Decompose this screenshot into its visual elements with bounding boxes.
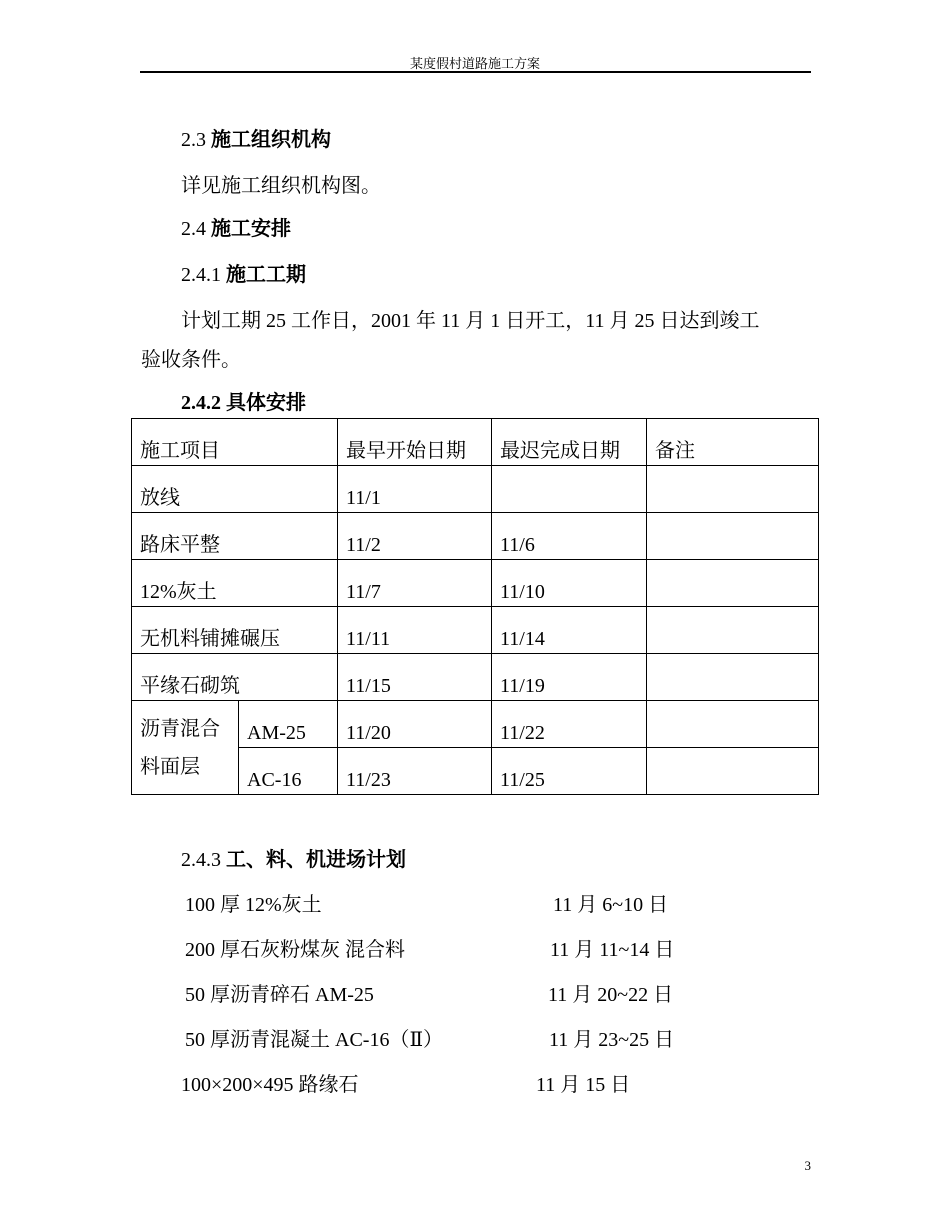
entry-plan-date: 11 月 15 日 bbox=[536, 1074, 631, 1096]
start-cell: 11/1 bbox=[338, 466, 492, 513]
type-cell: AC-16 bbox=[239, 748, 338, 795]
header-cell: 最早开始日期 bbox=[338, 419, 492, 466]
entry-plan-material: 50 厚沥青混凝土 AC-16（Ⅱ） bbox=[185, 1029, 444, 1051]
section-2-4-2-heading: 2.4.2 具体安排 bbox=[181, 392, 306, 414]
group-cell bbox=[132, 701, 239, 795]
header-rule bbox=[140, 71, 811, 73]
item-cell: 路床平整 bbox=[132, 513, 338, 560]
section-title: 施工工期 bbox=[226, 264, 306, 286]
header-cell: 施工项目 bbox=[132, 419, 338, 466]
section-number: 2.3 bbox=[181, 129, 206, 151]
entry-plan-date: 11 月 23~25 日 bbox=[549, 1029, 675, 1051]
start-cell: 11/2 bbox=[338, 513, 492, 560]
start-cell: 11/11 bbox=[338, 607, 492, 654]
entry-plan-material: 100×200×495 路缘石 bbox=[181, 1074, 359, 1096]
end-cell: 11/19 bbox=[492, 654, 647, 701]
note-cell bbox=[647, 607, 819, 654]
item-cell: 平缘石砌筑 bbox=[132, 654, 338, 701]
table-row bbox=[132, 560, 819, 607]
table-row bbox=[132, 466, 819, 513]
section-2-4-heading bbox=[181, 216, 291, 242]
section-title: 工、料、机进场计划 bbox=[226, 849, 406, 871]
table-row bbox=[132, 513, 819, 560]
schedule-table bbox=[131, 418, 819, 795]
section-number: 2.4.3 bbox=[181, 849, 221, 871]
entry-plan-material: 100 厚 12%灰土 bbox=[185, 894, 322, 916]
section-number: 2.4.1 bbox=[181, 264, 221, 286]
end-cell: 11/25 bbox=[492, 748, 647, 795]
start-cell: 11/20 bbox=[338, 701, 492, 748]
section-title: 施工组织机构 bbox=[211, 129, 331, 151]
note-cell bbox=[647, 560, 819, 607]
item-cell: 12%灰土 bbox=[132, 560, 338, 607]
header-cell: 最迟完成日期 bbox=[492, 419, 647, 466]
section-2-3-text: 详见施工组织机构图。 bbox=[181, 175, 381, 197]
entry-plan-date: 11 月 6~10 日 bbox=[553, 894, 669, 916]
note-cell bbox=[647, 654, 819, 701]
note-cell bbox=[647, 513, 819, 560]
header-cell: 备注 bbox=[647, 419, 819, 466]
note-cell bbox=[647, 701, 819, 748]
start-cell: 11/7 bbox=[338, 560, 492, 607]
start-cell: 11/15 bbox=[338, 654, 492, 701]
note-cell bbox=[647, 466, 819, 513]
entry-plan-date: 11 月 20~22 日 bbox=[548, 984, 674, 1006]
start-cell: 11/23 bbox=[338, 748, 492, 795]
table-header-row bbox=[132, 419, 819, 466]
type-cell: AM-25 bbox=[239, 701, 338, 748]
note-cell bbox=[647, 748, 819, 795]
item-cell: 无机料铺摊碾压 bbox=[132, 607, 338, 654]
section-2-4-1-text-line1: 计划工期 25 工作日，2001 年 11 月 1 日开工，11 月 25 日达到竣工 bbox=[181, 310, 760, 332]
entry-plan-date: 11 月 11~14 日 bbox=[550, 939, 675, 961]
group-label-line1: 沥青混合 bbox=[140, 717, 220, 740]
section-2-4-1-heading bbox=[181, 262, 306, 288]
end-cell: 11/6 bbox=[492, 513, 647, 560]
section-2-3-heading bbox=[181, 127, 331, 153]
running-header: 某度假村道路施工方案 bbox=[409, 56, 540, 71]
item-cell: 放线 bbox=[132, 466, 338, 513]
entry-plan-material: 200 厚石灰粉煤灰 混合料 bbox=[185, 939, 405, 961]
group-label-line2: 料面层 bbox=[140, 755, 200, 778]
end-cell: 11/22 bbox=[492, 701, 647, 748]
section-number: 2.4 bbox=[181, 218, 206, 240]
section-2-4-1-text-line2: 验收条件。 bbox=[141, 349, 241, 371]
entry-plan-material: 50 厚沥青碎石 AM-25 bbox=[185, 984, 374, 1006]
table-row bbox=[132, 607, 819, 654]
table-row bbox=[132, 701, 819, 748]
table-row bbox=[132, 654, 819, 701]
page-number: 3 bbox=[804, 1158, 811, 1173]
section-title: 施工安排 bbox=[211, 218, 291, 240]
end-cell: 11/10 bbox=[492, 560, 647, 607]
end-cell bbox=[492, 466, 647, 513]
end-cell: 11/14 bbox=[492, 607, 647, 654]
section-2-4-3-heading bbox=[181, 847, 406, 873]
